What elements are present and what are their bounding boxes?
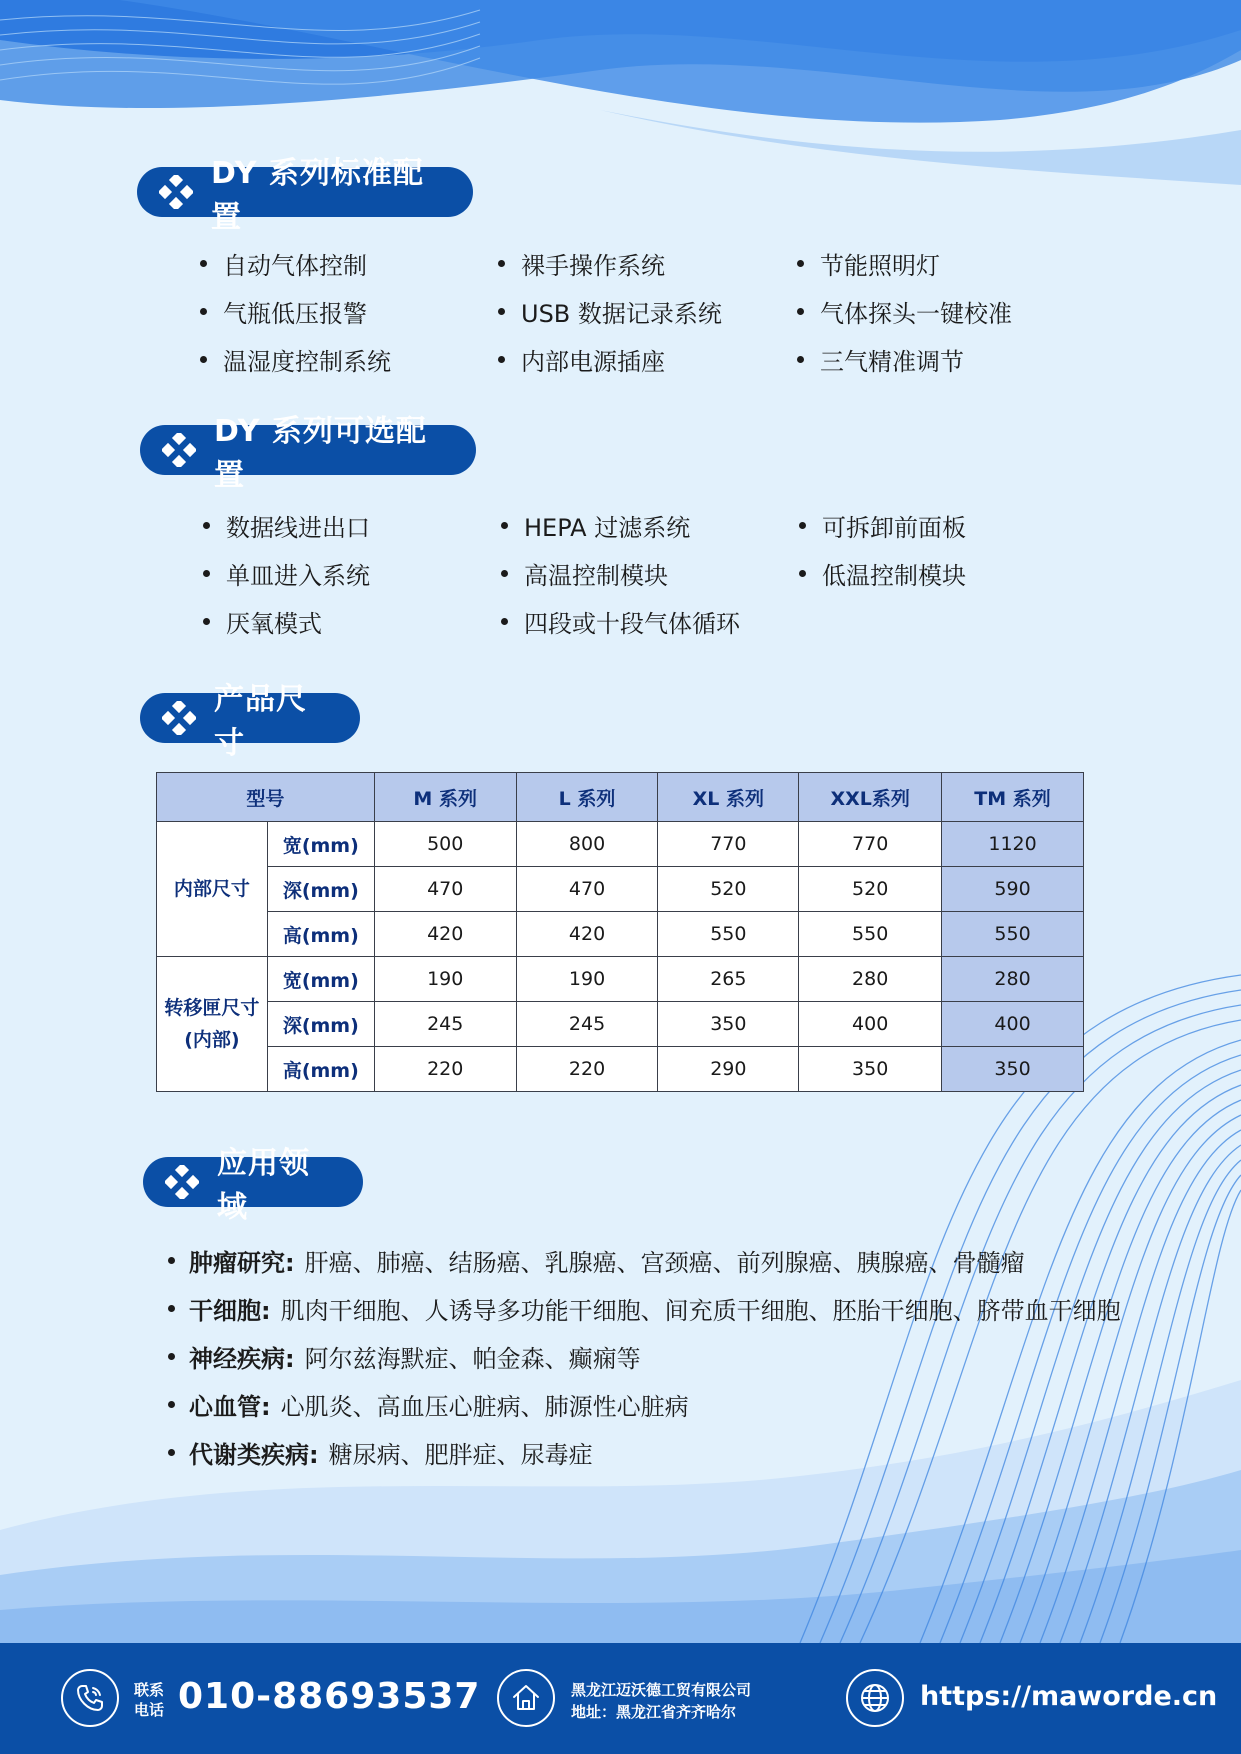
table-row: [157, 1002, 1084, 1047]
section-title-text: 产品尺寸: [214, 682, 307, 761]
feature-item: 四段或十段气体循环: [501, 604, 740, 639]
feature-item: 高温控制模块: [501, 556, 668, 591]
table-row: [157, 822, 1084, 867]
feature-item: 内部电源插座: [498, 342, 665, 377]
cell: 520: [658, 867, 799, 912]
table-header-row: [157, 773, 1084, 822]
table-row: [157, 1047, 1084, 1092]
company-address: 地址：黑龙江省齐齐哈尔: [571, 1703, 737, 1721]
cell: 245: [516, 1002, 658, 1047]
feature-item: 单皿进入系统: [203, 556, 370, 591]
dim-label: 深(mm): [267, 867, 374, 912]
dim-label: 高(mm): [267, 912, 374, 957]
cell: 220: [516, 1047, 658, 1092]
contact-label-2: 电话: [134, 1701, 165, 1719]
cell: 770: [658, 822, 799, 867]
cell: 190: [516, 957, 658, 1002]
cell: 265: [658, 957, 799, 1002]
section-title-applications: [143, 1146, 363, 1225]
website-link[interactable]: https://maworde.cn: [920, 1681, 1218, 1712]
cell: 190: [374, 957, 516, 1002]
phone-number[interactable]: 010-88693537: [178, 1676, 481, 1717]
diamond-icon: [162, 701, 196, 735]
feature-item: 裸手操作系统: [498, 246, 665, 281]
feature-item: 可拆卸前面板: [799, 508, 966, 543]
cell: 520: [799, 867, 942, 912]
application-item: 干细胞: 肌肉干细胞、人诱导多功能干细胞、间充质干细胞、胚胎干细胞、脐带血干细胞: [168, 1291, 1121, 1326]
feature-item: 三气精准调节: [797, 342, 964, 377]
cell: 350: [942, 1047, 1084, 1092]
dim-label: 宽(mm): [267, 957, 374, 1002]
section-title-text: DY 系列可选配置: [214, 414, 427, 493]
diamond-icon: [162, 433, 196, 467]
header-tm: TM 系列: [942, 773, 1084, 822]
cell: 220: [374, 1047, 516, 1092]
application-item: 肿瘤研究: 肝癌、肺癌、结肠癌、乳腺癌、宫颈癌、前列腺癌、胰腺癌、骨髓瘤: [168, 1243, 1025, 1278]
footer: [0, 1643, 1241, 1754]
header-xxl: XXL系列: [799, 773, 942, 822]
feature-item: 低温控制模块: [799, 556, 966, 591]
header-m: M 系列: [374, 773, 516, 822]
cell: 590: [942, 867, 1084, 912]
cell: 280: [942, 957, 1084, 1002]
section-title-standard: [137, 156, 473, 235]
cell: 245: [374, 1002, 516, 1047]
home-icon: [497, 1669, 555, 1727]
feature-item: 厌氧模式: [203, 604, 322, 639]
cell: 420: [516, 912, 658, 957]
feature-item: 温湿度控制系统: [200, 342, 391, 377]
section-title-optional: [140, 414, 476, 493]
cell: 800: [516, 822, 658, 867]
cell: 550: [799, 912, 942, 957]
cell: 550: [942, 912, 1084, 957]
section-title-text: 应用领域: [217, 1146, 310, 1225]
application-item: 心血管: 心肌炎、高血压心脏病、肺源性心脏病: [168, 1387, 689, 1422]
table-row: [157, 867, 1084, 912]
cell: 350: [658, 1002, 799, 1047]
feature-item: 气瓶低压报警: [200, 294, 367, 329]
diamond-icon: [165, 1165, 199, 1199]
header-xl: XL 系列: [658, 773, 799, 822]
cell: 470: [516, 867, 658, 912]
group-transfer-size: [157, 957, 268, 1092]
size-table: [156, 772, 1084, 1092]
group-transfer-line1: 转移匣尺寸: [164, 997, 260, 1019]
cell: 350: [799, 1047, 942, 1092]
phone-icon: [61, 1669, 119, 1727]
feature-item: 节能照明灯: [797, 246, 940, 281]
application-item: 代谢类疾病: 糖尿病、肥胖症、尿毒症: [168, 1435, 593, 1470]
table-row: [157, 912, 1084, 957]
contact-label-1: 联系: [134, 1681, 165, 1699]
application-item: 神经疾病: 阿尔兹海默症、帕金森、癫痫等: [168, 1339, 641, 1374]
header-model: 型号: [157, 773, 375, 822]
section-title-text: DY 系列标准配置: [211, 156, 424, 235]
cell: 1120: [942, 822, 1084, 867]
section-title-size: [140, 682, 360, 761]
feature-item: HEPA 过滤系统: [501, 508, 690, 543]
table-row: [157, 957, 1084, 1002]
cell: 400: [942, 1002, 1084, 1047]
cell: 550: [658, 912, 799, 957]
cell: 470: [374, 867, 516, 912]
cell: 280: [799, 957, 942, 1002]
header-l: L 系列: [516, 773, 658, 822]
company-name: 黑龙江迈沃德工贸有限公司: [571, 1681, 752, 1699]
globe-icon: [846, 1669, 904, 1727]
feature-item: 数据线进出口: [203, 508, 370, 543]
diamond-icon: [159, 175, 193, 209]
cell: 400: [799, 1002, 942, 1047]
cell: 420: [374, 912, 516, 957]
dim-label: 高(mm): [267, 1047, 374, 1092]
cell: 500: [374, 822, 516, 867]
group-inner-size: 内部尺寸: [157, 822, 268, 957]
dim-label: 宽(mm): [267, 822, 374, 867]
cell: 290: [658, 1047, 799, 1092]
dim-label: 深(mm): [267, 1002, 374, 1047]
feature-item: USB 数据记录系统: [498, 294, 722, 329]
cell: 770: [799, 822, 942, 867]
feature-item: 自动气体控制: [200, 246, 367, 281]
feature-item: 气体探头一键校准: [797, 294, 1012, 329]
group-transfer-line2: (内部): [184, 1029, 240, 1051]
